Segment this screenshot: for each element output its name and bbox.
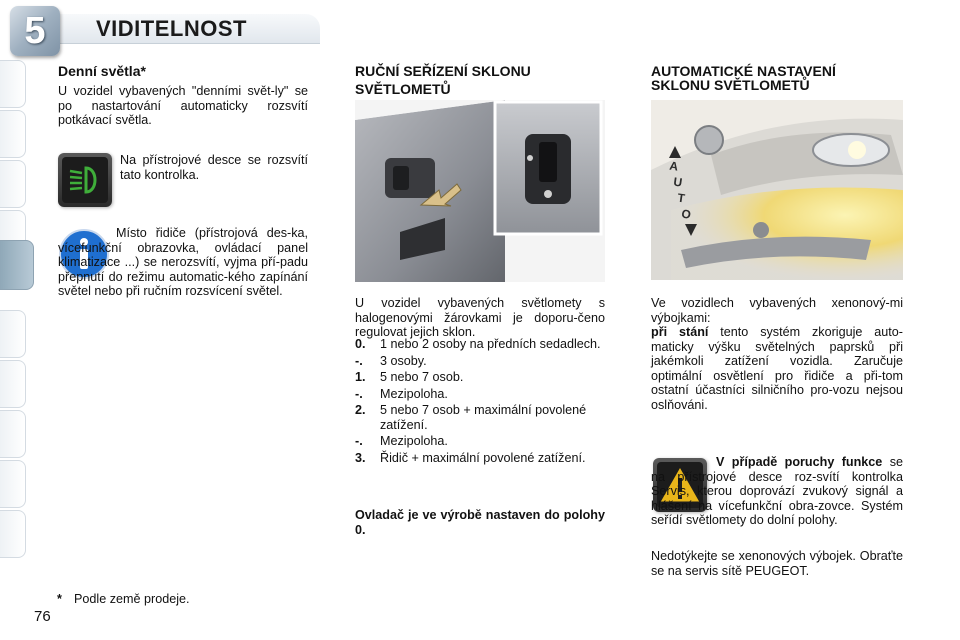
chapter-tab-rail [0,60,30,580]
chapter-badge [10,6,60,56]
xenon-intro: Ve vozidlech vybavených xenonový-mi výbojkami: [651,296,903,325]
page-number: 76 [34,608,51,625]
load-position-list [355,337,605,467]
list-item: -. 3 osoby. [355,353,427,368]
stationary-bold: při stání [651,325,709,339]
list-item: 0. 1 nebo 2 osoby na předních sedadlech. [355,337,601,351]
chapter-tab-8[interactable] [0,410,26,458]
xenon-headlamp-photo [651,100,903,280]
fault-paragraph [651,455,903,528]
dont-touch-note: Nedotýkejte se xenonových výbojek. Obraťte se na servis sítě PEUGEOT. [651,549,903,578]
manual-adjust-heading-1: RUČNÍ SEŘÍZENÍ SKLONU [355,63,531,79]
list-item: -. Mezipoloha. [355,434,448,448]
daylights-intro: U vozidel vybavených "denními svět-ly" se po nastartování automaticky rozsvítí potkávací světla. [58,84,308,127]
chapter-tab-10[interactable] [0,510,26,558]
chapter-tab-2[interactable] [0,110,26,158]
chapter-tab-5-active[interactable] [0,240,34,290]
fault-text: se na přístrojové desce roz-svítí kontrolka Servis, kterou doprovází zvukový signál a hlášení na vícefunkční obra-zovce. Systém seřídí světlomety do dolní polohy. [651,455,904,527]
chapter-number: 5 [24,10,46,52]
headlamp-adjuster-photo [355,100,605,282]
list-item: 3. Řidič + maximální povolené zatížení. [355,450,586,465]
stationary-paragraph [651,325,903,412]
factory-setting-note: Ovladač je ve výrobě nastaven do polohy 0. [355,508,605,537]
fault-bold: V případě poruchy funkce [716,455,883,469]
footnote-star: * [57,592,62,606]
chapter-tab-1[interactable] [0,60,26,108]
svg-text:T: T [676,190,686,206]
manual-adjust-heading-2: SVĚTLOMETŮ [355,81,451,97]
daylight-indicator-icon [58,153,112,207]
list-item: -. Mezipoloha. [355,386,448,401]
chapter-tab-6[interactable] [0,310,26,358]
chapter-tab-7[interactable] [0,360,26,408]
footnote-text: Podle země prodeje. [74,592,190,606]
svg-text:A: A [668,158,680,174]
auto-adjust-heading-2: SKLONU SVĚTLOMETŮ [651,77,810,93]
svg-text:U: U [672,174,684,190]
page-title: VIDITELNOST [96,16,247,41]
indicator-text: Na přístrojové desce se rozsvítí tato kontrolka. [120,153,308,182]
svg-text:O: O [680,206,692,222]
chapter-tab-9[interactable] [0,460,26,508]
chapter-tab-3[interactable] [0,160,26,208]
list-item: 2. 5 nebo 7 osob + maximální povolené zatížení. [355,403,587,432]
daylights-heading: Denní světla* [58,63,146,79]
list-item: 1. 5 nebo 7 osob. [355,370,464,384]
manual-adjust-intro: U vozidel vybavených světlomety s halogenovými žárovkami je doporu-čeno regulovat jejich sklon. [355,296,605,339]
auto-adjust-heading-1: AUTOMATICKÉ NASTAVENÍ [651,63,836,79]
stationary-text: tento systém zkoriguje auto-maticky výšku světelných paprsků při jakémkoli zatížení vozidla. Zaručuje optimální osvětlení pro řidiče a při-tom ostatní účastníci silničního pro-vozu nejsou oslňováni. [651,325,903,412]
info-text: Místo řidiče (přístrojová des-ka, vícefunkční obrazovka, ovládací panel klimatizace ...) se nerozsvítí, vyjma pří-padu přepnutí do režimu automatic-kého zapínání světel nebo při ručním rozsvícení světel. [58,226,308,298]
